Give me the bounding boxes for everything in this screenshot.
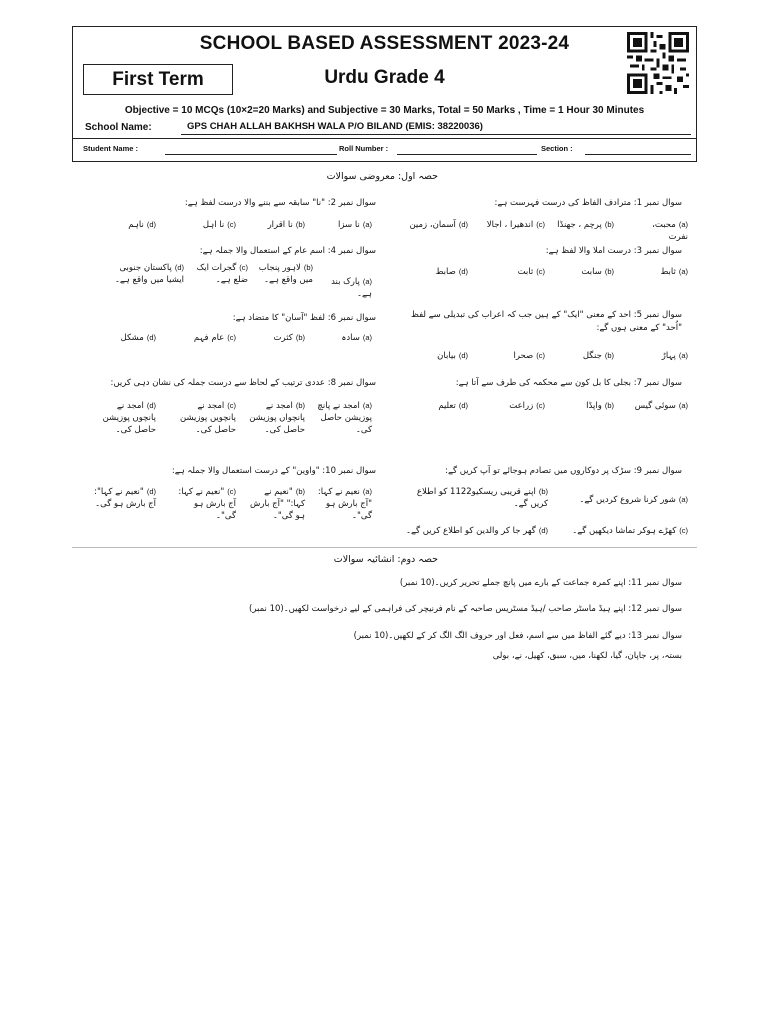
section-label: Section :	[541, 144, 573, 153]
q9-text: سوال نمبر 9: سڑک پر دوکاروں میں تصادم ہوجائے تو آپ کریں گے:	[445, 466, 682, 476]
roll-number-field[interactable]	[397, 154, 537, 155]
q1-option-c[interactable]: (c)اندھیرا ، اجالا	[486, 220, 545, 230]
q10-option-b[interactable]: (b)"نعیم نے کہا:" "آج بارش ہو گی"۔	[250, 487, 305, 521]
section-divider	[72, 547, 697, 548]
q12-text: سوال نمبر 12: اپنے ہیڈ ماسٹر صاحب /ہیڈ مسٹریس صاحبہ کے نام فرنیچر کی فراہمی کے لیے درخواست لکھیں۔(10 نمبر)	[249, 604, 682, 614]
q10-text: سوال نمبر 10: "واوین" کے درست استعمال والا جملہ ہے:	[171, 466, 376, 476]
qr-code-icon	[627, 32, 689, 94]
q3-option-b[interactable]: (b)سابت	[581, 267, 614, 277]
term-box: First Term	[83, 64, 233, 95]
q6-text: سوال نمبر 6: لفظ "آسان" کا متضاد ہے:	[232, 313, 376, 323]
q4-option-d[interactable]: (d)پاکستان جنوبی ایشیا میں واقع ہے۔	[114, 263, 184, 285]
q3-option-a[interactable]: (a)ثابط	[660, 267, 688, 277]
q3-option-d[interactable]: (d)صابط	[435, 267, 468, 277]
q2-option-a[interactable]: (a)نا سزا	[337, 220, 372, 230]
q2-option-b[interactable]: (b)نا اقرار	[267, 220, 305, 230]
q8-option-d[interactable]: (d)امجد نے پانچوں پوزیشن حاصل کی۔	[102, 401, 156, 435]
q10-option-c[interactable]: (c)"نعیم نے کہا: آج بارش ہو گی"۔	[178, 487, 236, 521]
q6-option-c[interactable]: (c)عام فہم	[193, 333, 236, 343]
q4-option-b[interactable]: (b)لاہور پنجاب میں واقع ہے۔	[258, 263, 313, 285]
q7-text: سوال نمبر 7: بجلی کا بل کون سے محکمہ کی طرف سے آتا ہے:	[455, 378, 682, 388]
q4-option-a[interactable]: (a)پارک بند ہے۔	[331, 277, 372, 299]
q10-option-d[interactable]: (d)"نعیم نے کہا": آج بارش ہو گی۔	[94, 487, 156, 509]
q9-option-a[interactable]: (a)شور کرنا شروع کردیں گے۔	[579, 495, 688, 505]
part1-heading: حصہ اول: معروضی سوالات	[326, 171, 438, 182]
q1-option-b[interactable]: (b)پرچم ، جھنڈا	[557, 220, 614, 230]
q1-option-a[interactable]: (a)محبت، نفرت	[652, 220, 688, 242]
q7-option-a[interactable]: (a)سوئی گیس	[634, 401, 688, 411]
q5-option-a[interactable]: (a)پہاڑ	[661, 351, 688, 361]
q8-option-a[interactable]: (a)امجد نے پانچ پوزیشن حاصل کی۔	[317, 401, 372, 435]
q3-option-c[interactable]: (c)ثابت	[517, 267, 545, 277]
q9-option-d[interactable]: (d)گھر جا کر والدین کو اطلاع کریں گے۔	[406, 526, 548, 536]
q13-words: بستہ، پر، جاپان، گیا، لکھنا، میں، سبق، کھیل، نے، بولی	[492, 651, 682, 661]
q5-option-d[interactable]: (d)بیابان	[437, 351, 468, 361]
subject-title: Urdu Grade 4	[324, 67, 445, 88]
q6-option-a[interactable]: (a)سادہ	[341, 333, 372, 343]
q8-text: سوال نمبر 8: عددی ترتیب کے لحاظ سے درست جملہ کی نشان دہی کریں:	[110, 378, 376, 388]
roll-number-label: Roll Number :	[339, 144, 389, 153]
q13-text: سوال نمبر 13: دیے گئے الفاظ میں سے اسم، فعل اور حروف الگ الگ کر کے لکھیں۔(10 نمبر)	[353, 631, 682, 641]
q9-option-c[interactable]: (c)کھڑے ہوکر تماشا دیکھیں گے۔	[572, 526, 688, 536]
header-box	[72, 26, 697, 162]
school-name-value: GPS CHAH ALLAH BAKHSH WALA P/O BILAND (EMIS: 38220036)	[181, 121, 691, 135]
school-name-label: School Name:	[85, 122, 152, 133]
divider	[73, 138, 696, 139]
student-name-field[interactable]	[165, 154, 337, 155]
part2-heading: حصہ دوم: انشائیہ سوالات	[333, 554, 438, 565]
q6-option-d[interactable]: (d)مشکل	[120, 333, 156, 343]
q4-option-c[interactable]: (c)گجرات ایک ضلع ہے۔	[196, 263, 248, 285]
q2-option-c[interactable]: (c)نا اہل	[202, 220, 236, 230]
objective-line: Objective = 10 MCQs (10×2=20 Marks) and Subjective = 30 Marks, Total = 50 Marks , Time = 1 Hour 30 Minutes	[124, 105, 645, 116]
q10-option-a[interactable]: (a)نعیم نے کہا: "آج بارش ہو گی"۔	[317, 487, 372, 521]
section-field[interactable]	[585, 154, 691, 155]
q7-option-d[interactable]: (d)تعلیم	[438, 401, 468, 411]
q6-option-b[interactable]: (b)کثرت	[273, 333, 305, 343]
q5-option-b[interactable]: (b)جنگل	[582, 351, 614, 361]
q8-option-b[interactable]: (b)امجد نے پانچواں پوزیشن حاصل کی۔	[249, 401, 305, 435]
q1-option-d[interactable]: (d)آسمان، زمین	[409, 220, 468, 230]
q9-option-b[interactable]: (b)اپنے قریبی ریسکیو1122 کو اطلاع کریں گے۔	[416, 487, 548, 509]
q11-text: سوال نمبر 11: اپنے کمرہ جماعت کے بارے میں پانچ جملے تحریر کریں۔(10 نمبر)	[399, 578, 682, 588]
q1-text: سوال نمبر 1: مترادف الفاظ کی درست فہرست ہے:	[494, 198, 682, 208]
q2-text: سوال نمبر 2: "نا" سابقہ سے بننے والا درست لفظ ہے:	[184, 198, 376, 208]
q5-text: سوال نمبر 5: احد کے معنی "ایک" کے ہیں جب کہ اعراب کی تبدیلی سے لفظ "اُحد" کے معنی ہوں گے:	[411, 310, 682, 333]
assessment-title: SCHOOL BASED ASSESSMENT 2023-24	[199, 33, 570, 54]
q5-option-c[interactable]: (c)صحرا	[513, 351, 545, 361]
q2-option-d[interactable]: (d)ناہم	[128, 220, 156, 230]
q3-text: سوال نمبر 3: درست املا والا لفظ ہے:	[545, 246, 682, 256]
q7-option-b[interactable]: (b)واپڈا	[586, 401, 614, 411]
student-name-label: Student Name :	[83, 144, 139, 153]
q4-text: سوال نمبر 4: اسم عام کے استعمال والا جملہ ہے:	[199, 246, 376, 256]
q8-option-c[interactable]: (c)امجد نے پانچویں پوزیشن حاصل کی۔	[179, 401, 236, 435]
q7-option-c[interactable]: (c)زراعت	[509, 401, 545, 411]
